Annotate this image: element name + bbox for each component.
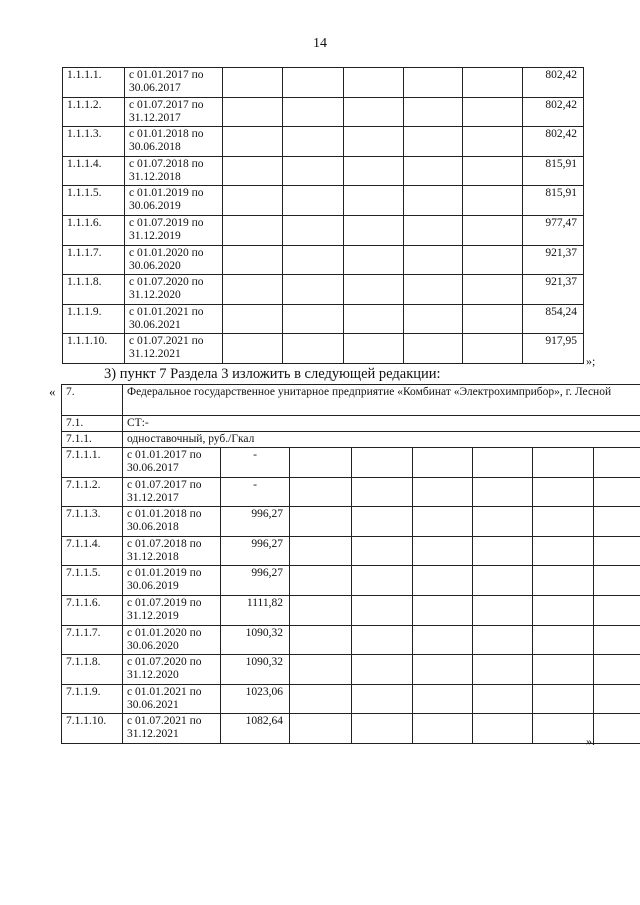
row-value: 921,37	[523, 275, 584, 305]
row-period: с 01.07.2018 по 31.12.2018	[125, 156, 223, 186]
row-period: с 01.01.2021 по 30.06.2021	[123, 684, 221, 714]
empty-cell	[344, 186, 404, 216]
empty-cell	[473, 566, 533, 596]
empty-cell	[594, 536, 640, 566]
empty-cell	[404, 97, 463, 127]
empty-cell	[283, 304, 344, 334]
empty-cell	[463, 334, 523, 364]
table-row	[62, 625, 640, 655]
empty-cell	[473, 448, 533, 478]
empty-cell	[533, 477, 594, 507]
empty-cell	[473, 684, 533, 714]
empty-cell	[413, 507, 473, 537]
empty-cell	[344, 127, 404, 157]
row-value: 1082,64	[221, 714, 290, 744]
row-code: 1.1.1.9.	[63, 304, 125, 334]
table-row	[62, 507, 640, 537]
table-row	[62, 714, 640, 744]
empty-cell	[352, 448, 413, 478]
row-code: 1.1.1.4.	[63, 156, 125, 186]
row-value: 802,42	[523, 97, 584, 127]
table-row	[63, 334, 584, 364]
empty-cell	[290, 684, 352, 714]
table-row	[63, 186, 584, 216]
row-code: 7.1.1.6.	[62, 595, 123, 625]
empty-cell	[463, 215, 523, 245]
table-row	[63, 156, 584, 186]
row-period: с 01.07.2018 по 31.12.2018	[123, 536, 221, 566]
empty-cell	[290, 536, 352, 566]
empty-cell	[344, 156, 404, 186]
empty-cell	[463, 304, 523, 334]
row-code: 7.1.1.8.	[62, 655, 123, 685]
row-period: с 01.07.2020 по 31.12.2020	[123, 655, 221, 685]
empty-cell	[352, 536, 413, 566]
empty-cell	[344, 245, 404, 275]
empty-cell	[352, 625, 413, 655]
row-value: -	[221, 477, 290, 507]
empty-cell	[533, 625, 594, 655]
empty-cell	[352, 714, 413, 744]
tariff-type-code: 7.1.1.	[62, 432, 123, 448]
empty-cell	[594, 595, 640, 625]
empty-cell	[223, 215, 283, 245]
tariff-type-row	[62, 432, 640, 448]
row-value: 1023,06	[221, 684, 290, 714]
row-code: 1.1.1.7.	[63, 245, 125, 275]
empty-cell	[594, 655, 640, 685]
empty-cell	[594, 684, 640, 714]
empty-cell	[413, 477, 473, 507]
empty-cell	[283, 68, 344, 98]
empty-cell	[290, 714, 352, 744]
empty-cell	[290, 625, 352, 655]
empty-cell	[533, 714, 594, 744]
table-row	[63, 215, 584, 245]
row-period: с 01.01.2017 по 30.06.2017	[125, 68, 223, 98]
empty-cell	[283, 334, 344, 364]
row-period: с 01.01.2021 по 30.06.2021	[125, 304, 223, 334]
row-value: 921,37	[523, 245, 584, 275]
empty-cell	[352, 566, 413, 596]
closing-quote-top: »;	[586, 354, 596, 368]
empty-cell	[413, 655, 473, 685]
empty-cell	[413, 595, 473, 625]
row-code: 1.1.1.1.	[63, 68, 125, 98]
empty-cell	[290, 448, 352, 478]
row-value: 917,95	[523, 334, 584, 364]
row-value: 996,27	[221, 507, 290, 537]
row-value: 1090,32	[221, 625, 290, 655]
row-period: с 01.07.2019 по 31.12.2019	[125, 215, 223, 245]
row-period: с 01.07.2020 по 31.12.2020	[125, 275, 223, 305]
empty-cell	[352, 595, 413, 625]
empty-cell	[473, 714, 533, 744]
empty-cell	[533, 655, 594, 685]
empty-cell	[473, 625, 533, 655]
empty-cell	[404, 245, 463, 275]
st-row	[62, 416, 640, 432]
table-row	[62, 684, 640, 714]
empty-cell	[223, 68, 283, 98]
row-value: 815,91	[523, 186, 584, 216]
table-row	[63, 127, 584, 157]
empty-cell	[533, 536, 594, 566]
row-code: 7.1.1.9.	[62, 684, 123, 714]
empty-cell	[404, 304, 463, 334]
row-period: с 01.07.2017 по 31.12.2017	[123, 477, 221, 507]
row-value: 1090,32	[221, 655, 290, 685]
table-row	[62, 477, 640, 507]
empty-cell	[344, 334, 404, 364]
empty-cell	[290, 566, 352, 596]
empty-cell	[223, 156, 283, 186]
tariff-table-continued	[62, 67, 584, 364]
empty-cell	[283, 275, 344, 305]
row-code: 7.1.1.3.	[62, 507, 123, 537]
row-value: 815,91	[523, 156, 584, 186]
table-row	[62, 655, 640, 685]
row-value: 996,27	[221, 536, 290, 566]
table-row	[62, 448, 640, 478]
empty-cell	[463, 186, 523, 216]
row-period: с 01.07.2021 по 31.12.2021	[123, 714, 221, 744]
empty-cell	[344, 97, 404, 127]
empty-cell	[404, 156, 463, 186]
row-code: 7.1.1.2.	[62, 477, 123, 507]
empty-cell	[290, 595, 352, 625]
row-period: с 01.07.2017 по 31.12.2017	[125, 97, 223, 127]
empty-cell	[594, 625, 640, 655]
empty-cell	[473, 655, 533, 685]
row-code: 7.1.1.7.	[62, 625, 123, 655]
empty-cell	[344, 68, 404, 98]
empty-cell	[413, 714, 473, 744]
empty-cell	[413, 448, 473, 478]
row-period: с 01.01.2018 по 30.06.2018	[123, 507, 221, 537]
row-code: 1.1.1.6.	[63, 215, 125, 245]
empty-cell	[223, 97, 283, 127]
empty-cell	[290, 477, 352, 507]
row-period: с 01.01.2020 по 30.06.2020	[123, 625, 221, 655]
empty-cell	[404, 275, 463, 305]
amendment-instruction: 3) пункт 7 Раздела 3 изложить в следующей редакции:	[104, 366, 441, 382]
empty-cell	[404, 186, 463, 216]
empty-cell	[223, 186, 283, 216]
table-row	[62, 566, 640, 596]
empty-cell	[352, 477, 413, 507]
empty-cell	[404, 68, 463, 98]
empty-cell	[352, 507, 413, 537]
table-row	[63, 97, 584, 127]
row-code: 7.1.1.4.	[62, 536, 123, 566]
row-period: с 01.01.2019 по 30.06.2019	[123, 566, 221, 596]
empty-cell	[404, 127, 463, 157]
row-period: с 01.01.2019 по 30.06.2019	[125, 186, 223, 216]
empty-cell	[404, 215, 463, 245]
empty-cell	[594, 566, 640, 596]
empty-cell	[223, 245, 283, 275]
table-row	[62, 595, 640, 625]
empty-cell	[533, 448, 594, 478]
empty-cell	[352, 655, 413, 685]
organization-name: Федеральное государственное унитарное предприятие «Комбинат «Электрохимприбор», г. Лесной	[123, 385, 640, 416]
row-code: 1.1.1.5.	[63, 186, 125, 216]
tariff-table-new-item	[61, 384, 640, 744]
empty-cell	[223, 334, 283, 364]
empty-cell	[344, 275, 404, 305]
row-period: с 01.07.2019 по 31.12.2019	[123, 595, 221, 625]
row-code: 7.1.1.1.	[62, 448, 123, 478]
empty-cell	[413, 625, 473, 655]
empty-cell	[283, 245, 344, 275]
empty-cell	[594, 714, 640, 744]
empty-cell	[223, 127, 283, 157]
empty-cell	[533, 684, 594, 714]
row-value: 996,27	[221, 566, 290, 596]
empty-cell	[473, 507, 533, 537]
tariff-type-label: одноставочный, руб./Гкал	[123, 432, 640, 448]
empty-cell	[473, 595, 533, 625]
row-code: 7.1.1.10.	[62, 714, 123, 744]
row-value: 854,24	[523, 304, 584, 334]
empty-cell	[223, 275, 283, 305]
table-row	[63, 68, 584, 98]
row-code: 7.1.1.5.	[62, 566, 123, 596]
empty-cell	[352, 684, 413, 714]
empty-cell	[463, 97, 523, 127]
empty-cell	[344, 215, 404, 245]
empty-cell	[413, 684, 473, 714]
row-period: с 01.07.2021 по 31.12.2021	[125, 334, 223, 364]
row-code: 1.1.1.3.	[63, 127, 125, 157]
st-code: 7.1.	[62, 416, 123, 432]
empty-cell	[283, 97, 344, 127]
st-label: СТ:-	[123, 416, 640, 432]
row-period: с 01.01.2017 по 30.06.2017	[123, 448, 221, 478]
row-value: 977,47	[523, 215, 584, 245]
table-row	[62, 536, 640, 566]
organization-row	[62, 385, 640, 416]
row-value: 1111,82	[221, 595, 290, 625]
row-code: 1.1.1.10.	[63, 334, 125, 364]
empty-cell	[290, 655, 352, 685]
empty-cell	[344, 304, 404, 334]
empty-cell	[533, 595, 594, 625]
empty-cell	[533, 507, 594, 537]
row-code: 1.1.1.2.	[63, 97, 125, 127]
organization-code: 7.	[62, 385, 123, 416]
row-value: 802,42	[523, 68, 584, 98]
page-number: 14	[313, 36, 327, 51]
empty-cell	[463, 68, 523, 98]
empty-cell	[283, 215, 344, 245]
empty-cell	[594, 507, 640, 537]
empty-cell	[283, 156, 344, 186]
row-period: с 01.01.2020 по 30.06.2020	[125, 245, 223, 275]
empty-cell	[463, 245, 523, 275]
empty-cell	[594, 448, 640, 478]
empty-cell	[283, 186, 344, 216]
table-row	[63, 275, 584, 305]
empty-cell	[413, 566, 473, 596]
table-row	[63, 245, 584, 275]
empty-cell	[290, 507, 352, 537]
row-value: -	[221, 448, 290, 478]
empty-cell	[473, 536, 533, 566]
empty-cell	[463, 156, 523, 186]
empty-cell	[473, 477, 533, 507]
empty-cell	[413, 536, 473, 566]
table-row	[63, 304, 584, 334]
empty-cell	[404, 334, 463, 364]
closing-quote-bottom: ».	[586, 734, 595, 748]
opening-quote: «	[49, 384, 56, 399]
row-period: с 01.01.2018 по 30.06.2018	[125, 127, 223, 157]
row-value: 802,42	[523, 127, 584, 157]
empty-cell	[463, 275, 523, 305]
empty-cell	[594, 477, 640, 507]
empty-cell	[533, 566, 594, 596]
row-code: 1.1.1.8.	[63, 275, 125, 305]
empty-cell	[463, 127, 523, 157]
empty-cell	[283, 127, 344, 157]
empty-cell	[223, 304, 283, 334]
